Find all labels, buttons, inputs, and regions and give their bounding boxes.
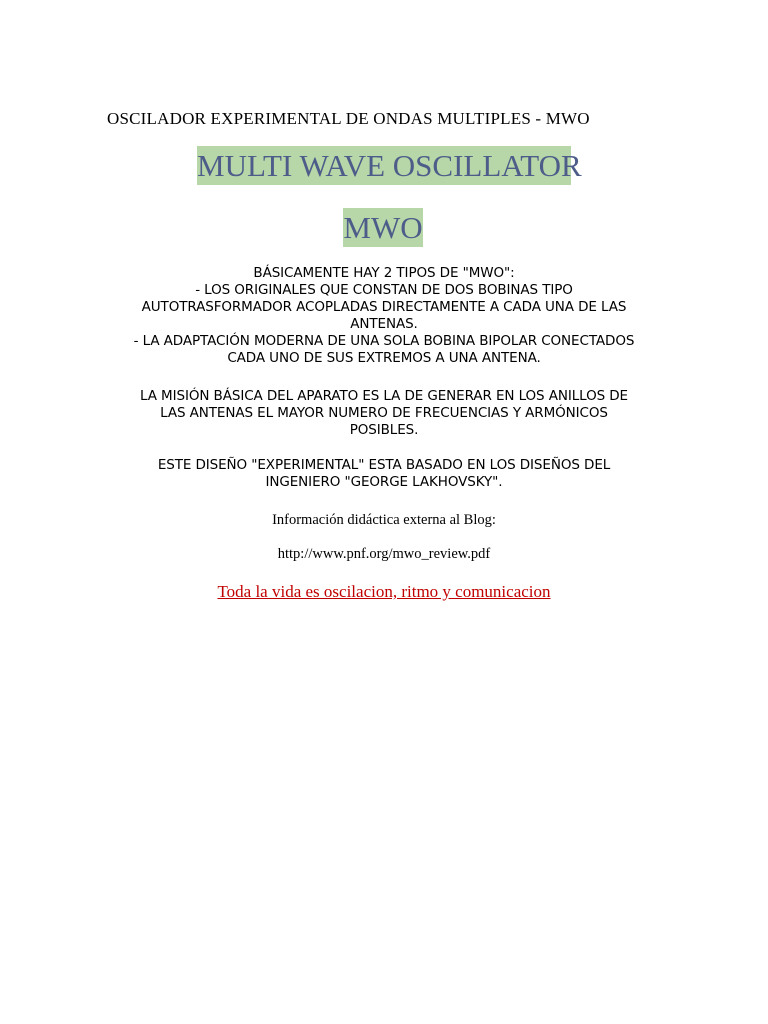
- paragraph-line: - LA ADAPTACIÓN MODERNA DE UNA SOLA BOBINA BIPOLAR CONECTADOS: [133, 333, 635, 349]
- paragraph-line: BÁSICAMENTE HAY 2 TIPOS DE "MWO":: [253, 265, 515, 281]
- banner-title: MULTI WAVE OSCILLATOR: [197, 148, 582, 183]
- quote-link[interactable]: Toda la vida es oscilacion, ritmo y comunicacion: [217, 582, 551, 601]
- types-paragraph: [104, 265, 664, 367]
- info-label: Información didáctica externa al Blog:: [272, 512, 496, 528]
- paragraph-line: - LOS ORIGINALES QUE CONSTAN DE DOS BOBINAS TIPO: [195, 282, 573, 298]
- paragraph-line: LA MISIÓN BÁSICA DEL APARATO ES LA DE GENERAR EN LOS ANILLOS DE: [140, 388, 628, 404]
- document-heading: OSCILADOR EXPERIMENTAL DE ONDAS MULTIPLES - MWO: [107, 109, 590, 128]
- paragraph-line: POSIBLES.: [349, 422, 419, 438]
- info-url-link[interactable]: http://www.pnf.org/mwo_review.pdf: [277, 546, 491, 562]
- paragraph-line: CADA UNO DE SUS EXTREMOS A UNA ANTENA.: [227, 350, 541, 366]
- paragraph-line: AUTOTRASFORMADOR ACOPLADAS DIRECTAMENTE A CADA UNA DE LAS: [141, 299, 627, 315]
- paragraph-line: LAS ANTENAS EL MAYOR NUMERO DE FRECUENCIAS Y ARMÓNICOS: [160, 405, 608, 421]
- mission-paragraph: [104, 388, 664, 439]
- paragraph-line: ESTE DISEÑO "EXPERIMENTAL" ESTA BASADO EN LOS DISEÑOS DEL: [157, 457, 611, 473]
- banner-subtitle: MWO: [343, 210, 423, 245]
- design-paragraph: [104, 457, 664, 491]
- paragraph-line: ANTENAS.: [350, 316, 418, 332]
- paragraph-line: INGENIERO "GEORGE LAKHOVSKY".: [265, 474, 503, 490]
